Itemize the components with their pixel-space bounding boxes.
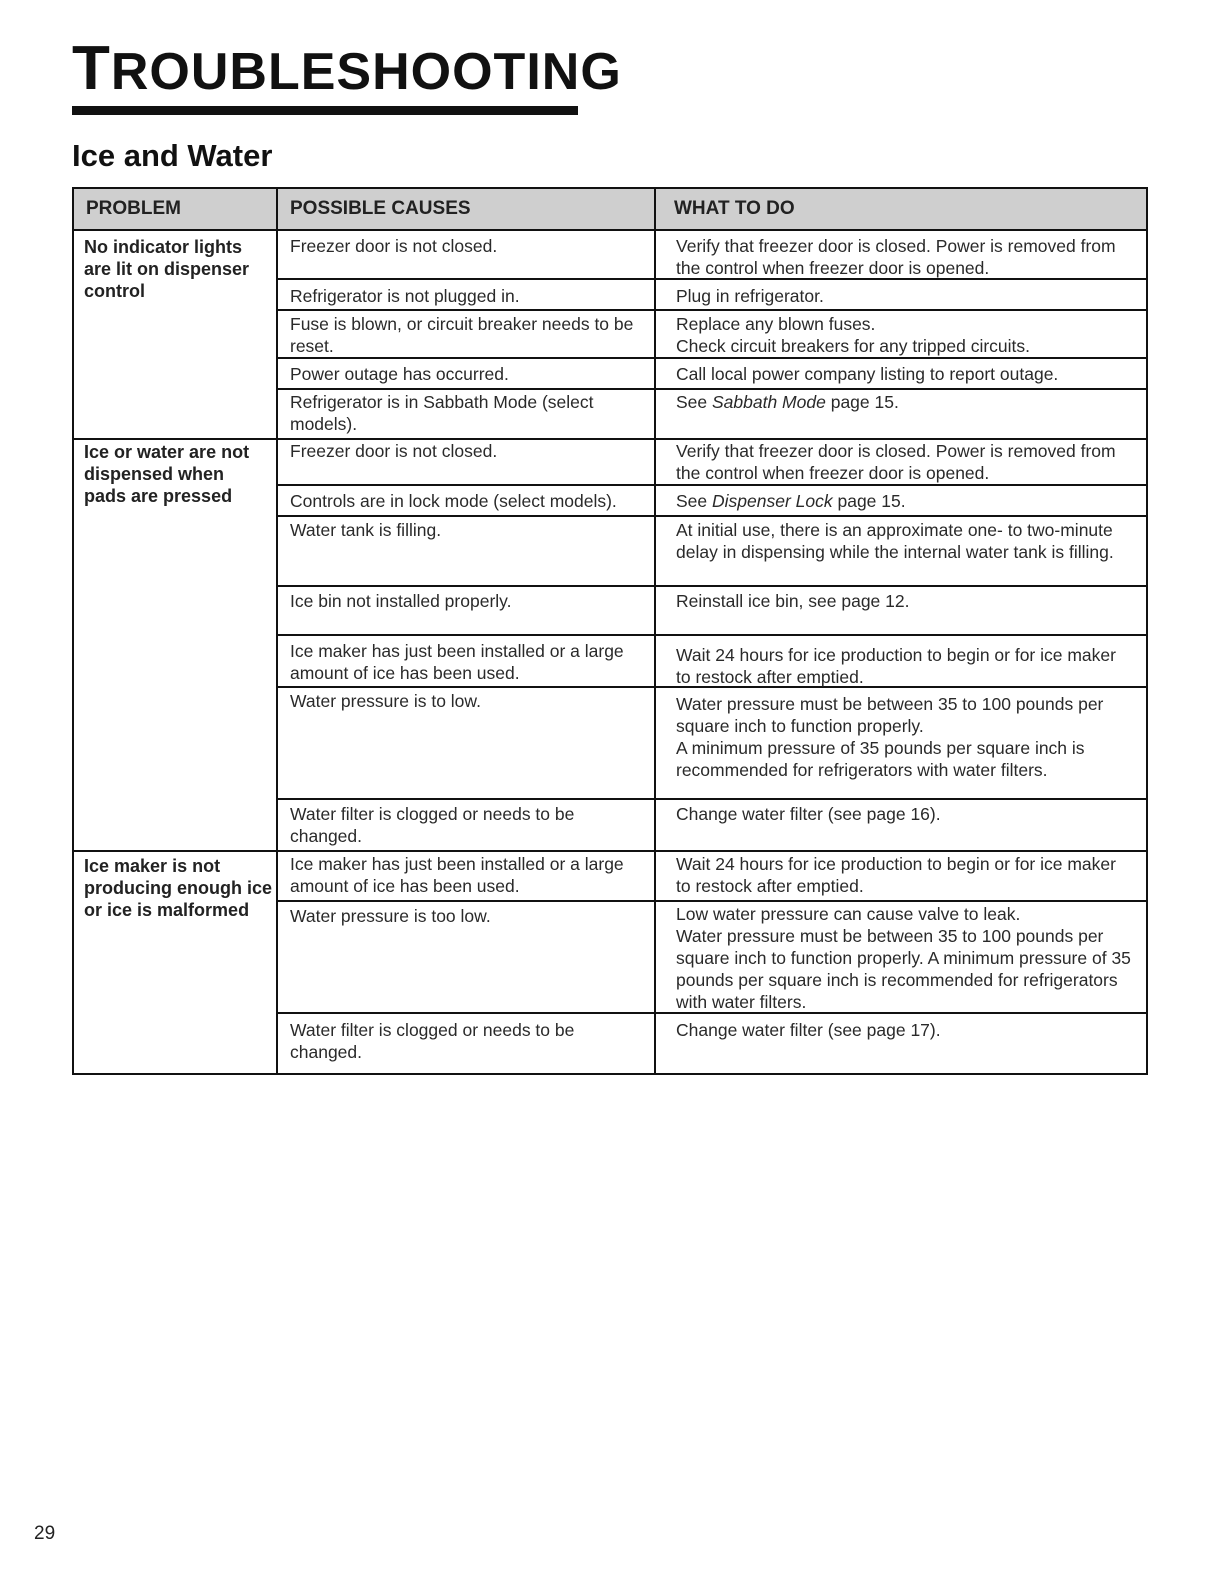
- solution-text: [676, 490, 1136, 512]
- cause-text: Ice maker has just been installed or a large amount of ice has been used.: [290, 854, 624, 896]
- solution-prefix: See: [676, 491, 712, 511]
- row-divider: [276, 484, 1148, 486]
- row-divider: [276, 388, 1148, 390]
- cause-text: Controls are in lock mode (select models).: [290, 491, 617, 511]
- page-title-initial: T: [72, 34, 111, 103]
- solution-text: Low water pressure can cause valve to leak. Water pressure must be between 35 to 100 pounds per square inch to function properly. A minimum pressure of 35 pounds per square inch is recommended for refrigerators with water filters.: [676, 904, 1131, 1012]
- solution-text: Water pressure must be between 35 to 100 pounds per square inch to function properly. A minimum pressure of 35 pounds per square inch is recommended for refrigerators with water filters.: [676, 694, 1104, 780]
- cause-text: Water filter is clogged or needs to be changed.: [290, 804, 575, 846]
- row-divider: [276, 900, 1148, 902]
- cause-text: Ice maker has just been installed or a large amount of ice has been used.: [290, 641, 624, 683]
- column-divider: [276, 189, 278, 1075]
- cause-text: Ice bin not installed properly.: [290, 591, 512, 611]
- cause-text: Freezer door is not closed.: [290, 236, 498, 256]
- solution-text: Replace any blown fuses. Check circuit breakers for any tripped circuits.: [676, 314, 1031, 356]
- problem-ice-maker-not-producing: Ice maker is not producing enough ice or ice is malformed: [84, 856, 272, 920]
- solution-text: Change water filter (see page 17).: [676, 1020, 941, 1040]
- row-divider: [276, 798, 1148, 800]
- row-divider: [276, 634, 1148, 636]
- page-title: [72, 34, 622, 103]
- column-divider: [654, 189, 656, 1075]
- solution-text: Call local power company listing to report outage.: [676, 364, 1059, 384]
- cause-text: Water filter is clogged or needs to be changed.: [290, 1020, 575, 1062]
- header-possible-causes: POSSIBLE CAUSES: [290, 198, 471, 219]
- solution-text: Wait 24 hours for ice production to begin or for ice maker to restock after emptied.: [676, 645, 1116, 687]
- title-underline: [72, 106, 578, 115]
- solution-text: Reinstall ice bin, see page 12.: [676, 591, 910, 611]
- problem-ice-water-not-dispensed: Ice or water are not dispensed when pads are pressed: [84, 442, 250, 506]
- table-header: [74, 189, 1146, 231]
- row-divider: [276, 357, 1148, 359]
- solution-text: Change water filter (see page 16).: [676, 804, 941, 824]
- cause-text: Power outage has occurred.: [290, 364, 509, 384]
- cause-text: Fuse is blown, or circuit breaker needs to be reset.: [290, 314, 634, 356]
- page-title-rest: ROUBLESHOOTING: [110, 43, 622, 101]
- cause-text: Refrigerator is in Sabbath Mode (select models).: [290, 392, 594, 434]
- problem-no-indicator-lights: No indicator lights are lit on dispenser control: [84, 237, 250, 301]
- solution-reference: Sabbath Mode: [712, 392, 826, 412]
- solution-text: Verify that freezer door is closed. Power is removed from the control when freezer door is opened.: [676, 236, 1116, 278]
- troubleshooting-table: [72, 187, 1148, 1075]
- header-problem: PROBLEM: [86, 198, 181, 219]
- page-number: 29: [34, 1523, 56, 1544]
- cause-text: Water pressure is to low.: [290, 691, 481, 711]
- solution-suffix: page 15.: [825, 392, 899, 412]
- header-what-to-do: WHAT TO DO: [674, 198, 795, 219]
- cause-text: Refrigerator is not plugged in.: [290, 286, 520, 306]
- solution-suffix: page 15.: [832, 491, 906, 511]
- solution-text: [676, 391, 1136, 413]
- solution-text: Plug in refrigerator.: [676, 286, 824, 306]
- cause-text: Freezer door is not closed.: [290, 441, 498, 461]
- solution-text: At initial use, there is an approximate one- to two-minute delay in dispensing while the internal water tank is filling.: [676, 520, 1114, 562]
- row-divider: [276, 515, 1148, 517]
- solution-prefix: See: [676, 392, 712, 412]
- section-title: Ice and Water: [72, 138, 273, 173]
- solution-text: Wait 24 hours for ice production to begin or for ice maker to restock after emptied.: [676, 854, 1116, 896]
- cause-text: Water tank is filling.: [290, 520, 442, 540]
- row-divider: [276, 309, 1148, 311]
- cause-text: Water pressure is too low.: [290, 906, 491, 926]
- row-divider: [276, 585, 1148, 587]
- solution-reference: Dispenser Lock: [712, 491, 833, 511]
- solution-text: Verify that freezer door is closed. Power is removed from the control when freezer door is opened.: [676, 441, 1116, 483]
- group-divider: [74, 850, 1148, 852]
